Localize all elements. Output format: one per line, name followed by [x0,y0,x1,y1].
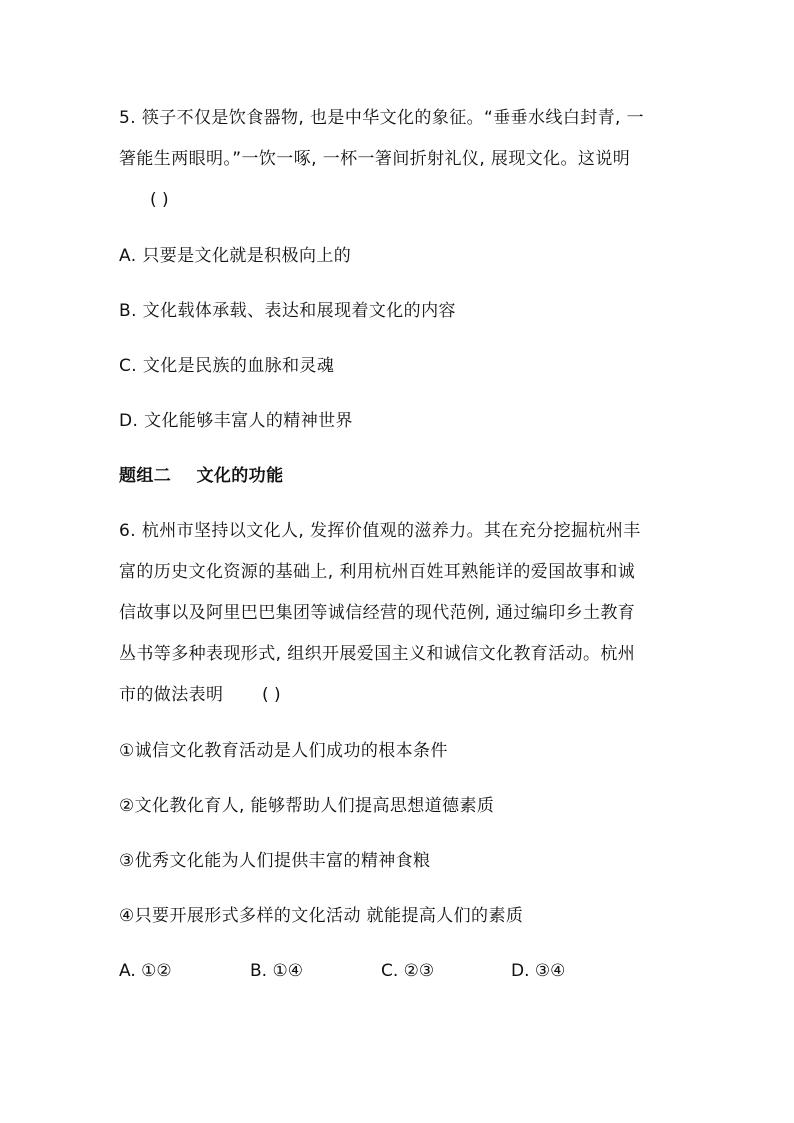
question-5-option-a: A. 只要是文化就是积极向上的 [119,246,352,266]
question-6-statement-4: ④只要开展形式多样的文化活动 就能提高人们的素质 [119,906,524,926]
question-6-statement-2: ②文化教化育人, 能够帮助人们提高思想道德素质 [119,796,495,816]
question-6-option-c: C. ②③ [381,961,435,981]
question-6-text-line-5: 市的做法表明 [119,685,224,705]
question-6-option-b: B. ①④ [250,961,303,981]
question-6-statement-3: ③优秀文化能为人们提供丰富的精神食粮 [119,851,431,871]
question-5-answer-blank: ( ) [150,190,169,210]
question-5-text-line-1: 5. 筷子不仅是饮食器物, 也是中华文化的象征。“垂垂水线白封青, 一 [119,108,645,128]
question-5-option-b: B. 文化载体承载、表达和展现着文化的内容 [119,301,456,321]
question-6-option-a: A. ①② [119,961,172,981]
question-6-statement-1: ①诚信文化教育活动是人们成功的根本条件 [119,741,448,761]
question-6-option-d: D. ③④ [511,961,566,981]
question-5-text-line-2: 箸能生两眼明。”一饮一啄, 一杯一箸间折射礼仪, 展现文化。这说明 [119,149,631,169]
question-6-text-line-1: 6. 杭州市坚持以文化人, 发挥价值观的滋养力。其在充分挖掘杭州丰 [119,521,641,541]
question-6-text-line-4: 丛书等多种表现形式, 组织开展爱国主义和诚信文化教育活动。杭州 [119,644,636,664]
question-6-answer-blank: ( ) [262,685,281,705]
question-6-options-row [119,960,679,982]
question-5-option-c: C. 文化是民族的血脉和灵魂 [119,356,335,376]
section-heading: 题组二 文化的功能 [119,466,284,486]
question-6-text-line-2: 富的历史文化资源的基础上, 利用杭州百姓耳熟能详的爱国故事和诚 [119,562,636,582]
question-5-option-d: D. 文化能够丰富人的精神世界 [119,411,353,431]
question-6-text-line-3: 信故事以及阿里巴巴集团等诚信经营的现代范例, 通过编印乡土教育 [119,603,636,623]
